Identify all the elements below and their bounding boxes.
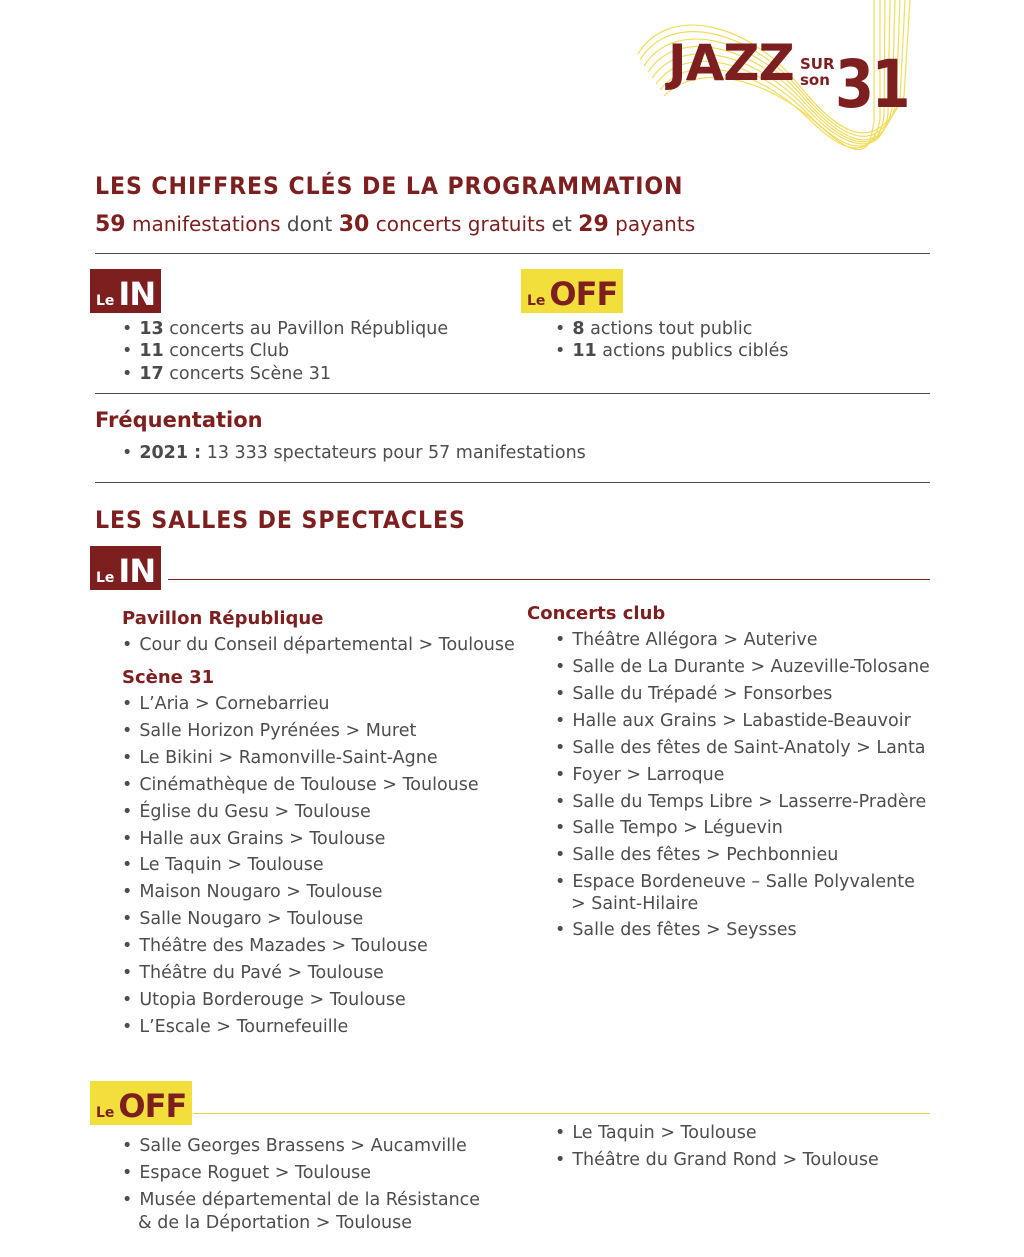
- logo-sur-text: SUR: [800, 55, 835, 73]
- venues-title: LES SALLES DE SPECTACLES: [95, 506, 466, 534]
- in-stat-item: • 17 concerts Scène 31: [122, 364, 331, 384]
- off-stat-item: • 11 actions publics ciblés: [555, 341, 789, 361]
- badge-off-text: OFF: [118, 1086, 187, 1125]
- venue-item: • L’Escale > Tournefeuille: [122, 1016, 349, 1037]
- badge-le-text: Le: [96, 293, 115, 309]
- venue-item: • Théâtre du Grand Rond > Toulouse: [555, 1150, 879, 1170]
- venue-item: • Le Bikini > Ramonville-Saint-Agne: [122, 747, 438, 768]
- summary-text: dont: [286, 212, 333, 236]
- badge-le-text: Le: [96, 570, 115, 586]
- manifestations-count: 59: [95, 212, 126, 237]
- venue-item-continuation: > Saint-Hilaire: [571, 894, 699, 914]
- venue-item: • Salle du Temps Libre > Lasserre-Pradère: [555, 792, 927, 812]
- badge-le-text: Le: [527, 293, 546, 309]
- summary-text: et: [551, 212, 572, 236]
- attendance-item: • 2021 : 13 333 spectateurs pour 57 manifestations: [122, 443, 586, 463]
- badge-in-text: IN: [118, 551, 156, 590]
- attendance-title: Fréquentation: [95, 408, 263, 432]
- key-figures-title: LES CHIFFRES CLÉS DE LA PROGRAMMATION: [95, 172, 684, 200]
- venue-item: • Salle Georges Brassens > Aucamville: [122, 1136, 467, 1156]
- summary-text: concerts gratuits: [375, 212, 546, 236]
- scene-31-title: Scène 31: [122, 667, 215, 688]
- off-badge: [521, 269, 623, 313]
- venue-item: • Salle des fêtes > Pechbonnieu: [555, 845, 839, 865]
- in-stat-item: • 13 concerts au Pavillon République: [122, 319, 449, 339]
- venue-item: • Cour du Conseil départemental > Toulouse: [122, 635, 515, 655]
- venue-item: • Le Taquin > Toulouse: [122, 855, 324, 876]
- venue-item: • Cinémathèque de Toulouse > Toulouse: [122, 774, 479, 795]
- club-title: Concerts club: [527, 603, 666, 624]
- venue-item: • Salle des fêtes de Saint-Anatoly > Lanta: [555, 738, 926, 758]
- key-figures-summary: [95, 212, 695, 237]
- venue-item: • Le Taquin > Toulouse: [555, 1123, 757, 1143]
- venue-item: • Foyer > Larroque: [555, 765, 725, 785]
- in-divider: [168, 579, 930, 580]
- festival-logo: [630, 0, 920, 150]
- badge-le-text: Le: [96, 1105, 115, 1121]
- free-concerts-count: 30: [338, 212, 370, 237]
- divider: [95, 393, 930, 394]
- venue-item: • Théâtre du Pavé > Toulouse: [122, 963, 384, 983]
- venue-item: • Salle Tempo > Léguevin: [555, 818, 783, 838]
- venue-item: • Théâtre Allégora > Auterive: [555, 630, 818, 650]
- venue-item: • Salle des fêtes > Seysses: [555, 920, 797, 940]
- venue-item: • Théâtre des Mazades > Toulouse: [122, 936, 428, 957]
- badge-in-text: IN: [118, 274, 156, 313]
- venue-item: • Espace Bordeneuve – Salle Polyvalente: [555, 872, 915, 892]
- venue-item: • Maison Nougaro > Toulouse: [122, 882, 383, 903]
- venue-item: • Musée départemental de la Résistance: [122, 1190, 481, 1210]
- summary-text: manifestations: [131, 212, 281, 236]
- logo-son-text: son: [800, 71, 830, 89]
- in-badge: [90, 269, 161, 313]
- off-stat-item: • 8 actions tout public: [555, 319, 753, 339]
- logo-jazz-text: JAZZ: [668, 34, 794, 92]
- venue-item: • Salle Nougaro > Toulouse: [122, 909, 364, 930]
- off-divider: [193, 1113, 930, 1114]
- summary-text: payants: [615, 212, 696, 236]
- venue-item: • L’Aria > Cornebarrieu: [122, 694, 330, 714]
- venue-item: • Église du Gesu > Toulouse: [122, 801, 371, 822]
- venue-item: • Salle Horizon Pyrénées > Muret: [122, 720, 417, 741]
- venue-item: • Halle aux Grains > Labastide-Beauvoir: [555, 711, 911, 731]
- venue-item-continuation: & de la Déportation > Toulouse: [138, 1213, 413, 1233]
- logo-number: 31: [835, 46, 908, 123]
- in-stat-item: • 11 concerts Club: [122, 341, 290, 361]
- venue-item: • Espace Roguet > Toulouse: [122, 1163, 372, 1183]
- divider: [95, 253, 930, 254]
- venue-item: • Utopia Borderouge > Toulouse: [122, 989, 406, 1010]
- off-venues-badge: [90, 1081, 192, 1125]
- venue-item: • Salle de La Durante > Auzeville-Tolosane: [555, 657, 930, 677]
- in-venues-badge: [90, 546, 161, 590]
- pavillon-title: Pavillon République: [122, 608, 324, 629]
- divider: [95, 482, 930, 483]
- venue-item: • Salle du Trépadé > Fonsorbes: [555, 684, 833, 704]
- venue-item: • Halle aux Grains > Toulouse: [122, 828, 386, 849]
- badge-off-text: OFF: [549, 274, 618, 313]
- paid-concerts-count: 29: [578, 212, 609, 237]
